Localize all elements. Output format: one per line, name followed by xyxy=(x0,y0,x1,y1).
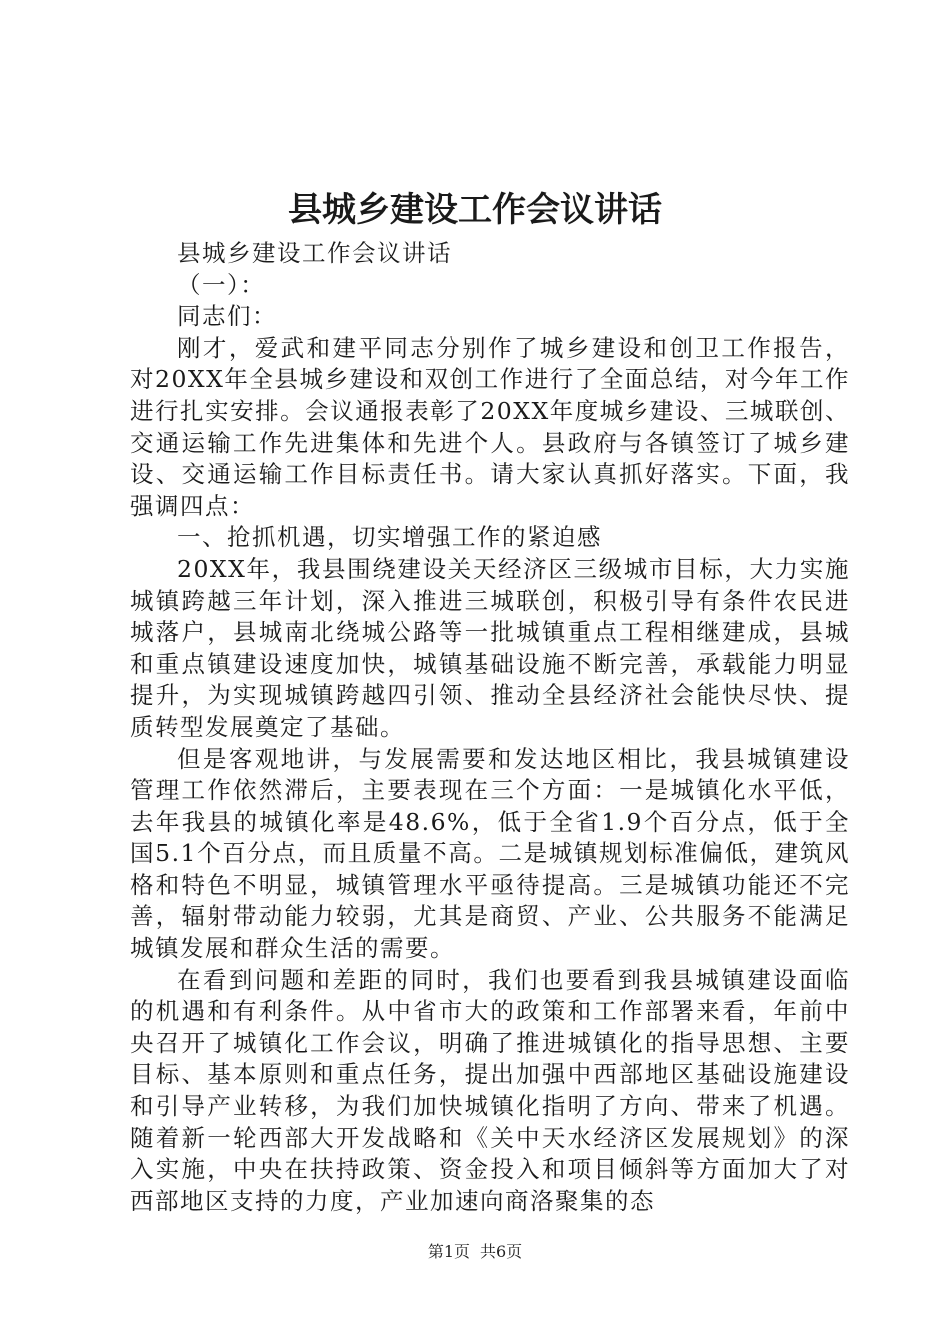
paragraph-section-marker: （一）： xyxy=(177,270,266,299)
paragraph-salutation: 同志们： xyxy=(177,302,277,331)
paragraph-intro: 刚才，爱武和建平同志分别作了城乡建设和创卫工作报告，对20XX年全县城乡建设和双创工作进行了全面总结，对今年工作进行扎实安排。会议通报表彰了20XX年度城乡建设、三城联创、交通运输工作先进集体和先进个人。县政府与各镇签订了城乡建设、交通运输工作目标责任书。请大家认真抓好落实。下面，我强调四点： xyxy=(130,333,850,520)
page-number: 第1页 xyxy=(427,1242,470,1261)
paragraph-problems: 但是客观地讲，与发展需要和发达地区相比，我县城镇建设管理工作依然滞后，主要表现在三个方面：一是城镇化水平低，去年我县的城镇化率是48.6%，低于全省1.9个百分点，低于全国5.1个百分点，而且质量不高。二是城镇规划标准偏低，建筑风格和特色不明显，城镇管理水平亟待提高。三是城镇功能还不完善，辐射带动能力较弱，尤其是商贸、产业、公共服务不能满足城镇发展和群众生活的需要。 xyxy=(130,744,850,963)
paragraph-opportunities: 在看到问题和差距的同时，我们也要看到我县城镇建设面临的机遇和有利条件。从中省市大的政策和工作部署来看，年前中央召开了城镇化工作会议，明确了推进城镇化的指导思想、主要目标、基本原则和重点任务，提出加强中西部地区基础设施建设和引导产业转移，为我们加快城镇化指明了方向、带来了机遇。随着新一轮西部大开发战略和《关中天水经济区发展规划》的深入实施，中央在扶持政策、资金投入和项目倾斜等方面加大了对西部地区支持的力度，产业加速向商洛聚集的态 xyxy=(130,965,850,1215)
document-body xyxy=(130,238,850,1217)
paragraph-achievements: 20XX年，我县围绕建设关天经济区三级城市目标，大力实施城镇跨越三年计划，深入推进三城联创，积极引导有条件农民进城落户，县城南北绕城公路等一批城镇重点工程相继建成，县城和重点镇建设速度加快，城镇基础设施不断完善，承载能力明显提升，为实现城镇跨越四引领、推动全县经济社会能快尽快、提质转型发展奠定了基础。 xyxy=(130,554,850,741)
page-total: 共6页 xyxy=(480,1242,523,1261)
document-title: 县城乡建设工作会议讲话 xyxy=(288,190,662,230)
page-footer xyxy=(0,1240,950,1264)
paragraph-subtitle: 县城乡建设工作会议讲话 xyxy=(177,239,452,267)
paragraph-heading-one: 一、抢抓机遇，切实增强工作的紧迫感 xyxy=(177,523,602,552)
